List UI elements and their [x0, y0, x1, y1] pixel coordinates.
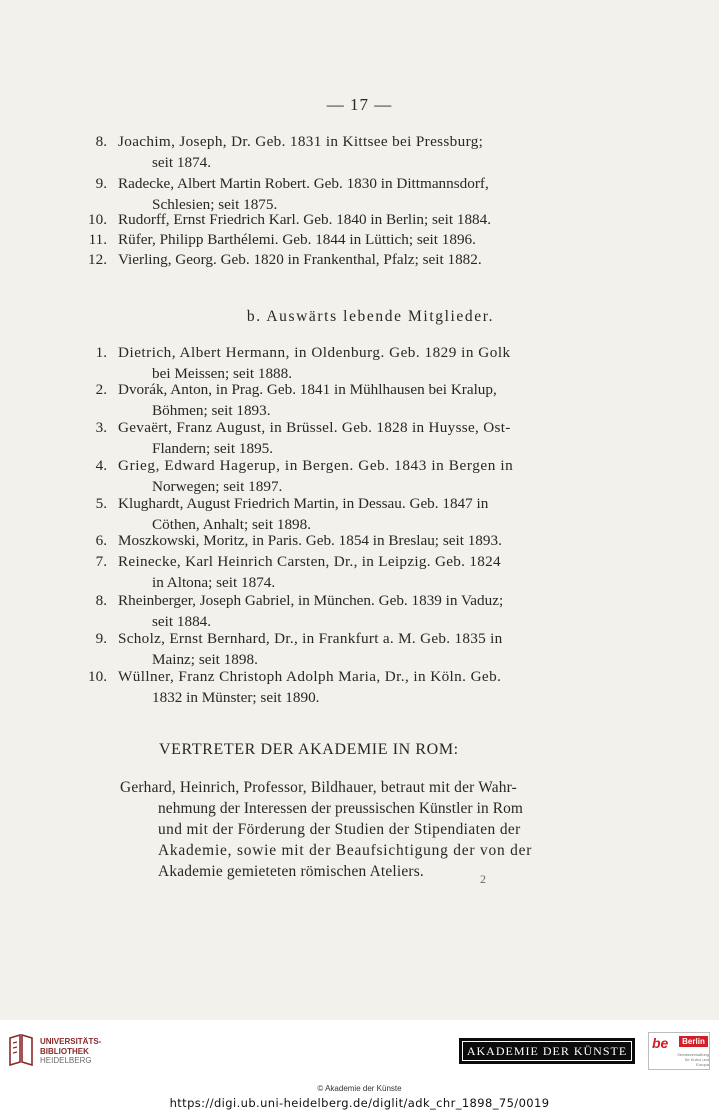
entry-number: 10. [88, 211, 107, 228]
entry-text: Grieg, Edward Hagerup, in Bergen. Geb. 1843 in Bergen in [118, 457, 514, 474]
entry-continuation: Cöthen, Anhalt; seit 1898. [152, 516, 312, 533]
entry-number: 11. [88, 231, 107, 248]
entry-continuation: seit 1874. [152, 154, 212, 171]
entry-number: 12. [88, 251, 107, 268]
entry-number: 7. [95, 553, 107, 570]
viewer-footer [0, 1020, 719, 1112]
entry-text: Moszkowski, Moritz, in Paris. Geb. 1854 in Breslau; seit 1893. [118, 532, 502, 549]
entry-text: Reinecke, Karl Heinrich Carsten, Dr., in Leipzig. Geb. 1824 [118, 553, 501, 570]
entry-number: 8. [95, 133, 107, 150]
entry-text: Scholz, Ernst Bernhard, Dr., in Frankfurt a. M. Geb. 1835 in [118, 630, 503, 647]
vertreter-heading: VERTRETER DER AKADEMIE IN ROM: [159, 741, 459, 758]
entry-number: 9. [95, 630, 107, 647]
ub-line: UNIVERSITÄTS- [40, 1037, 102, 1046]
signature-mark: 2 [480, 872, 486, 886]
entry-text: Dvorák, Anton, in Prag. Geb. 1841 in Mühlhausen bei Kralup, [118, 381, 497, 398]
entry-text: Rudorff, Ernst Friedrich Karl. Geb. 1840 in Berlin; seit 1884. [118, 211, 492, 228]
entry-number: 6. [95, 532, 107, 549]
paragraph-line: Akademie, sowie mit der Beaufsichtigung der von der [158, 842, 533, 859]
berlin-badge: Berlin [679, 1036, 708, 1047]
entry-continuation: bei Meissen; seit 1888. [152, 365, 293, 382]
entry-number: 4. [95, 457, 107, 474]
ub-line: HEIDELBERG [40, 1056, 92, 1065]
paragraph-line: und mit der Förderung der Studien der Stipendiaten der [158, 821, 521, 838]
entry-number: 8. [95, 592, 107, 609]
entry-number: 2. [95, 381, 107, 398]
entry-continuation: Flandern; seit 1895. [152, 440, 274, 457]
entry-text: Joachim, Joseph, Dr. Geb. 1831 in Kittsee bei Pressburg; [118, 133, 484, 150]
entry-number: 9. [95, 175, 107, 192]
entry-text: Dietrich, Albert Hermann, in Oldenburg. Geb. 1829 in Golk [118, 344, 511, 361]
copyright-notice: © Akademie der Künste [317, 1084, 402, 1093]
university-library-name[interactable] [40, 1037, 101, 1066]
berlin-senate-line: für Kultur und Europa [684, 1057, 709, 1067]
berlin-senate-logo[interactable] [648, 1032, 710, 1070]
entry-text: Wüllner, Franz Christoph Adolph Maria, Dr., in Köln. Geb. [118, 668, 502, 685]
entry-continuation: 1832 in Münster; seit 1890. [152, 689, 320, 706]
entry-continuation: seit 1884. [152, 613, 212, 630]
entry-text: Radecke, Albert Martin Robert. Geb. 1830 in Dittmannsdorf, [118, 175, 489, 192]
berlin-senate-text [675, 1052, 709, 1067]
berlin-senate-line: Senatsverwaltung [677, 1052, 709, 1057]
university-library-logo-icon[interactable] [8, 1034, 34, 1066]
akademie-label: AKADEMIE DER KÜNSTE [462, 1041, 632, 1061]
entry-continuation: Mainz; seit 1898. [152, 651, 258, 668]
entry-text: Rheinberger, Joseph Gabriel, in München. Geb. 1839 in Vaduz; [118, 592, 504, 609]
entry-text: Vierling, Georg. Geb. 1820 in Frankenthal, Pfalz; seit 1882. [118, 251, 482, 268]
entry-number: 3. [95, 419, 107, 436]
paragraph-line: Akademie gemieteten römischen Ateliers. [158, 863, 424, 880]
permalink-url[interactable]: https://digi.ub.uni-heidelberg.de/diglit/adk_chr_1898_75/0019 [169, 1096, 550, 1110]
entry-continuation: Norwegen; seit 1897. [152, 478, 283, 495]
section-heading: b. Auswärts lebende Mitglieder. [246, 308, 495, 325]
entry-continuation: Schlesien; seit 1875. [152, 196, 278, 213]
page-number: — 17 — [326, 95, 393, 114]
entry-number: 5. [95, 495, 107, 512]
entry-continuation: in Altona; seit 1874. [152, 574, 276, 591]
entry-text: Gevaërt, Franz August, in Brüssel. Geb. 1828 in Huysse, Ost- [118, 419, 511, 436]
berlin-be-mark: be [652, 1035, 669, 1051]
paragraph-line: Gerhard, Heinrich, Professor, Bildhauer, betraut mit der Wahr- [120, 779, 517, 796]
paragraph-line: nehmung der Interessen der preussischen Künstler in Rom [158, 800, 523, 817]
entry-number: 1. [95, 344, 107, 361]
akademie-der-kuenste-logo[interactable] [459, 1038, 635, 1064]
entry-text: Klughardt, August Friedrich Martin, in Dessau. Geb. 1847 in [118, 495, 489, 512]
entry-text: Rüfer, Philipp Barthélemi. Geb. 1844 in Lüttich; seit 1896. [118, 231, 476, 248]
ub-line: BIBLIOTHEK [40, 1046, 89, 1056]
entry-number: 10. [88, 668, 107, 685]
entry-continuation: Böhmen; seit 1893. [152, 402, 271, 419]
